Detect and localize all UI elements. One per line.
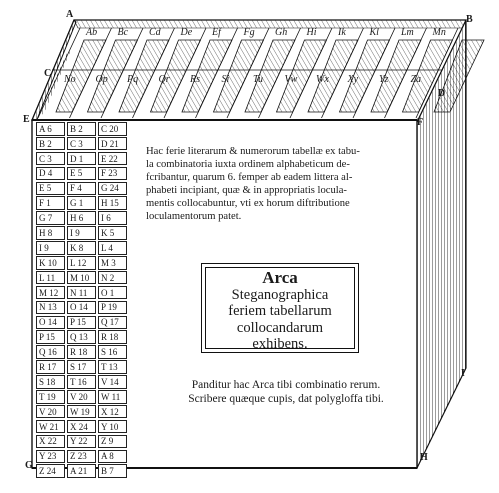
table-row — [36, 420, 130, 435]
table-cell: Z 24 — [36, 464, 65, 478]
table-row — [36, 360, 130, 375]
table-cell: M 3 — [98, 256, 127, 270]
table-cell: A 6 — [36, 122, 65, 136]
table-cell: S 16 — [98, 345, 127, 359]
compartment-label-back: Fg — [243, 27, 255, 38]
table-cell: L 11 — [36, 271, 65, 285]
table-cell: S 17 — [67, 360, 96, 374]
table-row — [36, 167, 130, 182]
compartment-label-front: Yz — [379, 74, 389, 85]
table-row — [36, 435, 130, 450]
corner-label-e: E — [23, 114, 30, 125]
table-cell: G 24 — [98, 182, 127, 196]
corner-label-g: G — [25, 460, 33, 471]
table-cell: I 6 — [98, 211, 127, 225]
table-cell: S 18 — [36, 375, 65, 389]
compartment-label-front: Pq — [127, 74, 139, 85]
compartment-label-front: Wx — [316, 74, 329, 85]
table-cell: T 19 — [36, 390, 65, 404]
table-cell: P 19 — [98, 301, 127, 315]
table-row — [36, 450, 130, 465]
verse-line: Scribere quæque cupis, dat polygloffa tibi. — [188, 393, 384, 405]
description-line: la combinatoria iuxta ordinem alphabeticum de- — [146, 159, 350, 170]
table-row — [36, 152, 130, 167]
title-line: exhibens. — [252, 336, 308, 352]
table-row — [36, 271, 130, 286]
table-row — [36, 241, 130, 256]
table-row — [36, 211, 130, 226]
corner-label-a: A — [66, 9, 74, 20]
table-cell: M 10 — [67, 271, 96, 285]
table-cell: E 5 — [67, 167, 96, 181]
letter-number-table — [36, 122, 130, 479]
compartment-label-front: Si — [221, 74, 230, 85]
table-cell: O 1 — [98, 286, 127, 300]
table-cell: K 5 — [98, 226, 127, 240]
verse-line: Panditur hac Arca tibi combinatio rerum. — [191, 379, 381, 391]
table-cell: D 21 — [98, 137, 127, 151]
table-row — [36, 405, 130, 420]
compartment-label-front: Vw — [284, 74, 298, 85]
table-cell: A 8 — [98, 450, 127, 464]
compartment-label-back: Hi — [306, 27, 317, 38]
table-row — [36, 286, 130, 301]
table-cell: C 3 — [67, 137, 96, 151]
description-line: fcribantur, quarum 6. femper ab eadem littera al- — [146, 172, 353, 183]
compartment-label-back: Ab — [86, 27, 98, 38]
table-row — [36, 375, 130, 390]
table-row — [36, 196, 130, 211]
verse — [146, 378, 426, 406]
compartment-label-back: Kl — [369, 27, 379, 38]
table-cell: R 18 — [98, 330, 127, 344]
table-cell: V 14 — [98, 375, 127, 389]
table-cell: I 9 — [36, 241, 65, 255]
table-cell: K 8 — [67, 241, 96, 255]
compartment-label-front: Tu — [253, 74, 264, 85]
table-cell: X 22 — [36, 435, 65, 449]
table-cell: N 2 — [98, 271, 127, 285]
corner-label-f: F — [417, 117, 424, 128]
title-cartouche — [201, 263, 359, 353]
description-line: phabeti incipiant, quæ & in appropriatis locula- — [146, 185, 347, 196]
table-row — [36, 390, 130, 405]
table-cell: H 8 — [36, 226, 65, 240]
corner-label-i: I — [461, 368, 465, 379]
table-cell: G 7 — [36, 211, 65, 225]
table-cell: Y 22 — [67, 435, 96, 449]
table-row — [36, 301, 130, 316]
table-cell: O 14 — [36, 316, 65, 330]
compartment-label-back: De — [180, 27, 193, 38]
corner-label-c: C — [44, 68, 52, 79]
compartment-label-back: Gh — [275, 27, 288, 38]
table-cell: D 4 — [36, 167, 65, 181]
table-cell: V 20 — [36, 405, 65, 419]
table-cell: L 12 — [67, 256, 96, 270]
table-cell: Q 16 — [36, 345, 65, 359]
table-cell: H 15 — [98, 196, 127, 210]
table-cell: E 22 — [98, 152, 127, 166]
table-row — [36, 256, 130, 271]
table-cell: Q 17 — [98, 316, 127, 330]
table-cell: R 17 — [36, 360, 65, 374]
table-cell: W 11 — [98, 390, 127, 404]
table-cell: K 10 — [36, 256, 65, 270]
table-cell: B 2 — [67, 122, 96, 136]
table-cell: N 11 — [67, 286, 96, 300]
title-line: Steganographica — [231, 286, 329, 303]
compartment-label-front: No — [64, 74, 76, 85]
table-row — [36, 316, 130, 331]
table-cell: Y 23 — [36, 450, 65, 464]
table-row — [36, 330, 130, 345]
table-row — [36, 137, 130, 152]
table-cell: X 24 — [67, 420, 96, 434]
table-cell: E 5 — [36, 182, 65, 196]
compartment-label-back: Ef — [212, 27, 221, 38]
table-cell: C 20 — [98, 122, 127, 136]
table-row — [36, 464, 130, 479]
title-line: feriem tabellarum — [228, 303, 332, 319]
table-row — [36, 122, 130, 137]
table-cell: I 9 — [67, 226, 96, 240]
table-cell: R 18 — [67, 345, 96, 359]
title-line: collocandarum — [236, 319, 324, 336]
table-cell: Z 9 — [98, 435, 127, 449]
title-line: Arca — [262, 268, 298, 287]
table-row — [36, 345, 130, 360]
description-line: loculamentorum patet. — [146, 211, 242, 222]
table-cell: Z 23 — [67, 450, 96, 464]
corner-label-b: B — [466, 14, 473, 25]
table-cell: Y 10 — [98, 420, 127, 434]
compartment-label-back: Cd — [149, 27, 161, 38]
table-cell: H 6 — [67, 211, 96, 225]
table-cell: C 3 — [36, 152, 65, 166]
compartment-label-back: Ik — [338, 27, 346, 38]
table-cell: Q 13 — [67, 330, 96, 344]
compartment-label-front: Xy — [347, 74, 359, 85]
table-cell: A 21 — [67, 464, 96, 478]
table-cell: B 7 — [98, 464, 127, 478]
table-cell: L 4 — [98, 241, 127, 255]
description-line: mentis collocabuntur, vti ex horum diftributione — [146, 198, 350, 209]
table-cell: P 15 — [67, 316, 96, 330]
table-row — [36, 226, 130, 241]
table-cell: M 12 — [36, 286, 65, 300]
table-row — [36, 182, 130, 197]
description-line: Hac ferie literarum & numerorum tabellæ ex tabu- — [146, 146, 360, 157]
table-cell: W 21 — [36, 420, 65, 434]
table-cell: G 1 — [67, 196, 96, 210]
table-cell: T 13 — [98, 360, 127, 374]
compartment-label-back: Mn — [432, 27, 446, 38]
table-cell: F 4 — [67, 182, 96, 196]
compartment-label-front: Op — [95, 74, 108, 85]
corner-label-d: D — [438, 88, 446, 99]
table-cell: V 20 — [67, 390, 96, 404]
table-cell: N 13 — [36, 301, 65, 315]
compartment-label-front: Za — [410, 74, 422, 85]
compartment-label-front: Qr — [158, 74, 170, 85]
compartment-label-back: Lm — [401, 27, 414, 38]
table-cell: O 14 — [67, 301, 96, 315]
description-paragraph — [146, 145, 416, 223]
table-cell: D 1 — [67, 152, 96, 166]
corner-label-h: H — [420, 452, 428, 463]
table-cell: P 15 — [36, 330, 65, 344]
compartment-label-back: Bc — [117, 27, 129, 38]
table-cell: W 19 — [67, 405, 96, 419]
compartment-label-front: Rs — [190, 74, 200, 85]
table-cell: B 2 — [36, 137, 65, 151]
table-cell: F 1 — [36, 196, 65, 210]
table-cell: F 23 — [98, 167, 127, 181]
table-cell: X 12 — [98, 405, 127, 419]
table-cell: T 16 — [67, 375, 96, 389]
